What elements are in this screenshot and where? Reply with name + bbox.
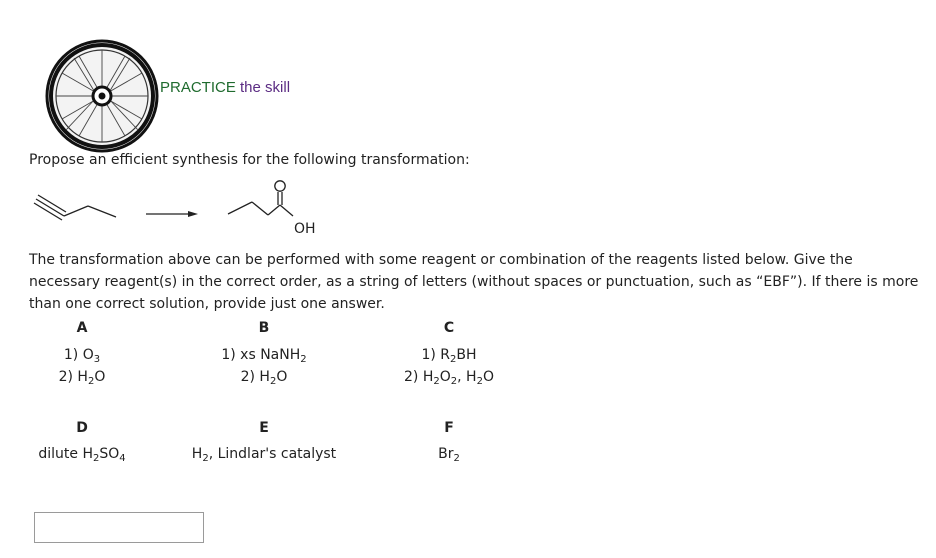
reagent-step-1: 1) $O_3$ [63, 347, 101, 365]
reagent-step-2: 2) $H_2O$ [240, 369, 288, 387]
reagent-step-1: $Br_2$ [438, 446, 460, 464]
practice-word: PRACTICE [160, 79, 236, 96]
reagent-a [42, 317, 122, 388]
reagent-letter: C [443, 320, 455, 336]
reaction-arrow [146, 211, 198, 217]
reagent-letter: A [76, 320, 88, 336]
reagent-e [184, 417, 344, 465]
reagent-step-1: 1) $R_2BH$ [421, 347, 477, 365]
answer-input[interactable] [34, 512, 204, 543]
question-prompt: Propose an efficient synthesis for the following transformation: [29, 152, 470, 168]
practice-title [160, 79, 290, 96]
reagent-step-2: 2) $H_2O$ [58, 369, 106, 387]
reagent-step-2: 2) $H_2O_2$, $H_2O$ [404, 369, 494, 387]
starting-alkyne [34, 195, 116, 220]
reagent-d [22, 417, 142, 465]
reagent-letter: D [76, 420, 88, 436]
reagent-step-1: $H_2$, Lindlar's catalyst [191, 446, 337, 464]
reaction-scheme [30, 178, 350, 238]
the-skill-word: the skill [240, 79, 291, 96]
instructions-text: The transformation above can be performed with some reagent or combination of the reagents listed below. Give the necessary reagent(s) in the correct order, as a string of letters (without spaces or punctuation, such as “EBF”). If there is more than one correct solution, provide just one answer. [29, 252, 919, 312]
product-carboxylic-acid [228, 181, 293, 216]
reagent-f [409, 417, 489, 465]
reagent-letter: B [258, 320, 270, 336]
practice-wheel-logo [44, 38, 160, 154]
reagent-letter: F [444, 420, 454, 436]
reagent-step-1: dilute $H_2SO_4$ [38, 446, 126, 464]
reagent-c [384, 317, 514, 388]
reagent-step-1: 1) xs NaNH$_2$ [221, 347, 307, 365]
product-oh-label: OH [294, 221, 316, 237]
reagent-letter: E [259, 420, 269, 436]
reagent-b [204, 317, 324, 388]
